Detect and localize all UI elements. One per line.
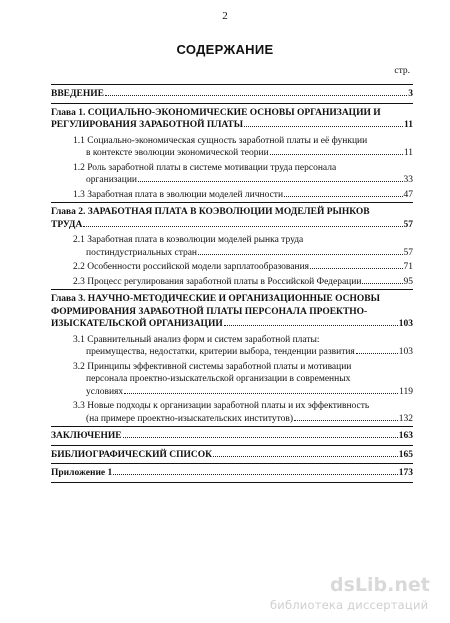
toc-entry-chapter-2[interactable] — [51, 203, 413, 233]
toc-entry-title: 1.2 Роль заработной платы в системе мотивации труда персонала — [73, 162, 337, 173]
toc-entry-title: Глава 1. СОЦИАЛЬНО-ЭКОНОМИЧЕСКИЕ ОСНОВЫ ОРГАНИЗАЦИИ И — [51, 107, 381, 118]
toc-entry-page: 163 — [398, 431, 413, 441]
toc-entry-1-2[interactable] — [51, 161, 413, 188]
watermark-logo: dsLib.net — [330, 574, 430, 596]
divider — [51, 482, 413, 483]
toc-entry-3-2[interactable] — [51, 360, 413, 400]
toc-entry-title: преимущества, недостатки, критерии выбора, тенденции развития — [86, 347, 355, 357]
toc-entry-page: 11 — [403, 148, 413, 158]
toc-entry-title: постиндустриальных стран — [86, 247, 198, 258]
toc-entry-title: условиях — [86, 386, 124, 397]
toc-entry-1-1[interactable] — [51, 134, 413, 161]
toc-entry-2-3[interactable] — [51, 275, 413, 290]
toc-entry-2-2[interactable] — [51, 260, 413, 275]
toc-entry-page: 71 — [403, 262, 413, 272]
toc-entry-title: ФОРМИРОВАНИЯ ЗАРАБОТНОЙ ПЛАТЫ ПЕРСОНАЛА ПРОЕКТНО- — [51, 306, 368, 317]
toc-entry-page: 173 — [398, 468, 413, 478]
toc-entry-title: 3.3 Новые подходы к организации заработной платы и их эффективность — [73, 401, 370, 411]
toc-entry-title: 2.2 Особенности российской модели зарплатообразования — [73, 262, 310, 272]
toc-entry-page: 57 — [403, 247, 413, 258]
table-of-contents — [51, 84, 413, 483]
toc-entry-title: (на примере проектно-изыскательских институтов) — [86, 413, 294, 424]
toc-entry-3-1[interactable] — [51, 333, 413, 360]
toc-entry-page: 103 — [398, 319, 413, 329]
toc-entry-conclusion[interactable] — [51, 427, 413, 445]
toc-entry-title: 3.1 Сравнительный анализ форм и систем заработной платы: — [73, 334, 320, 345]
toc-entry-page: 95 — [403, 276, 413, 287]
toc-entry-title: 1.1 Социально-экономическая сущность заработной платы и её функции — [73, 135, 368, 146]
toc-entry-page: 165 — [398, 449, 413, 460]
page-number: 2 — [222, 10, 228, 22]
toc-entry-page: 3 — [408, 89, 413, 99]
toc-entry-title: Глава 3. НАУЧНО-МЕТОДИЧЕСКИЕ И ОРГАНИЗАЦИОННЫЕ ОСНОВЫ — [51, 294, 380, 304]
toc-entry-page: 119 — [399, 386, 413, 397]
toc-entry-page: 103 — [398, 347, 413, 357]
toc-entry-title: Глава 2. ЗАРАБОТНАЯ ПЛАТА В КОЭВОЛЮЦИИ МОДЕЛЕЙ РЫНКОВ — [51, 207, 370, 217]
toc-entry-chapter-1[interactable] — [51, 104, 413, 134]
toc-entry-chapter-3[interactable] — [51, 290, 413, 333]
toc-entry-title: ИЗЫСКАТЕЛЬСКОЙ ОРГАНИЗАЦИИ — [51, 319, 223, 329]
toc-entry-title: организации — [86, 175, 138, 185]
toc-entry-title: 2.1 Заработная плата в коэволюции моделей рынка труда — [73, 235, 304, 245]
toc-entry-page: 47 — [403, 189, 413, 200]
toc-entry-bibliography[interactable] — [51, 446, 413, 464]
toc-entry-title: 3.2 Принципы эффективной системы заработной платы и мотивации — [73, 361, 352, 372]
toc-entry-title: ТРУДА — [51, 219, 83, 230]
toc-entry-appendix[interactable] — [51, 464, 413, 482]
toc-entry-3-3[interactable] — [51, 399, 413, 426]
toc-entry-title: ВВЕДЕНИЕ — [51, 89, 104, 99]
toc-entry-title: в контексте эволюции экономической теории — [86, 148, 269, 158]
toc-entry-intro[interactable] — [51, 85, 413, 103]
toc-entry-title: 2.3 Процесс регулирования заработной платы в Российской Федерации — [73, 276, 362, 287]
toc-entry-title: РЕГУЛИРОВАНИЯ ЗАРАБОТНОЙ ПЛАТЫ — [51, 120, 244, 130]
toc-entry-page: 33 — [403, 175, 413, 185]
toc-entry-title: ЗАКЛЮЧЕНИЕ — [51, 431, 122, 441]
toc-entry-1-3[interactable] — [51, 188, 413, 203]
toc-entry-title: 1.3 Заработная плата в эволюции моделей личности — [73, 189, 284, 200]
toc-entry-page: 57 — [403, 219, 413, 230]
page-title: СОДЕРЖАНИЕ — [176, 42, 274, 57]
watermark-tagline: библиотека диссертаций — [270, 598, 429, 612]
toc-entry-page: 132 — [398, 413, 413, 424]
toc-entry-title: персонала проектно-изыскательской организации в современных — [86, 374, 351, 384]
toc-entry-page: 11 — [404, 120, 413, 130]
page-column-label: стр. — [394, 66, 410, 76]
toc-entry-2-1[interactable] — [51, 233, 413, 260]
toc-entry-title: Приложение 1 — [51, 468, 113, 478]
toc-entry-title: БИБЛИОГРАФИЧЕСКИЙ СПИСОК — [51, 449, 213, 460]
